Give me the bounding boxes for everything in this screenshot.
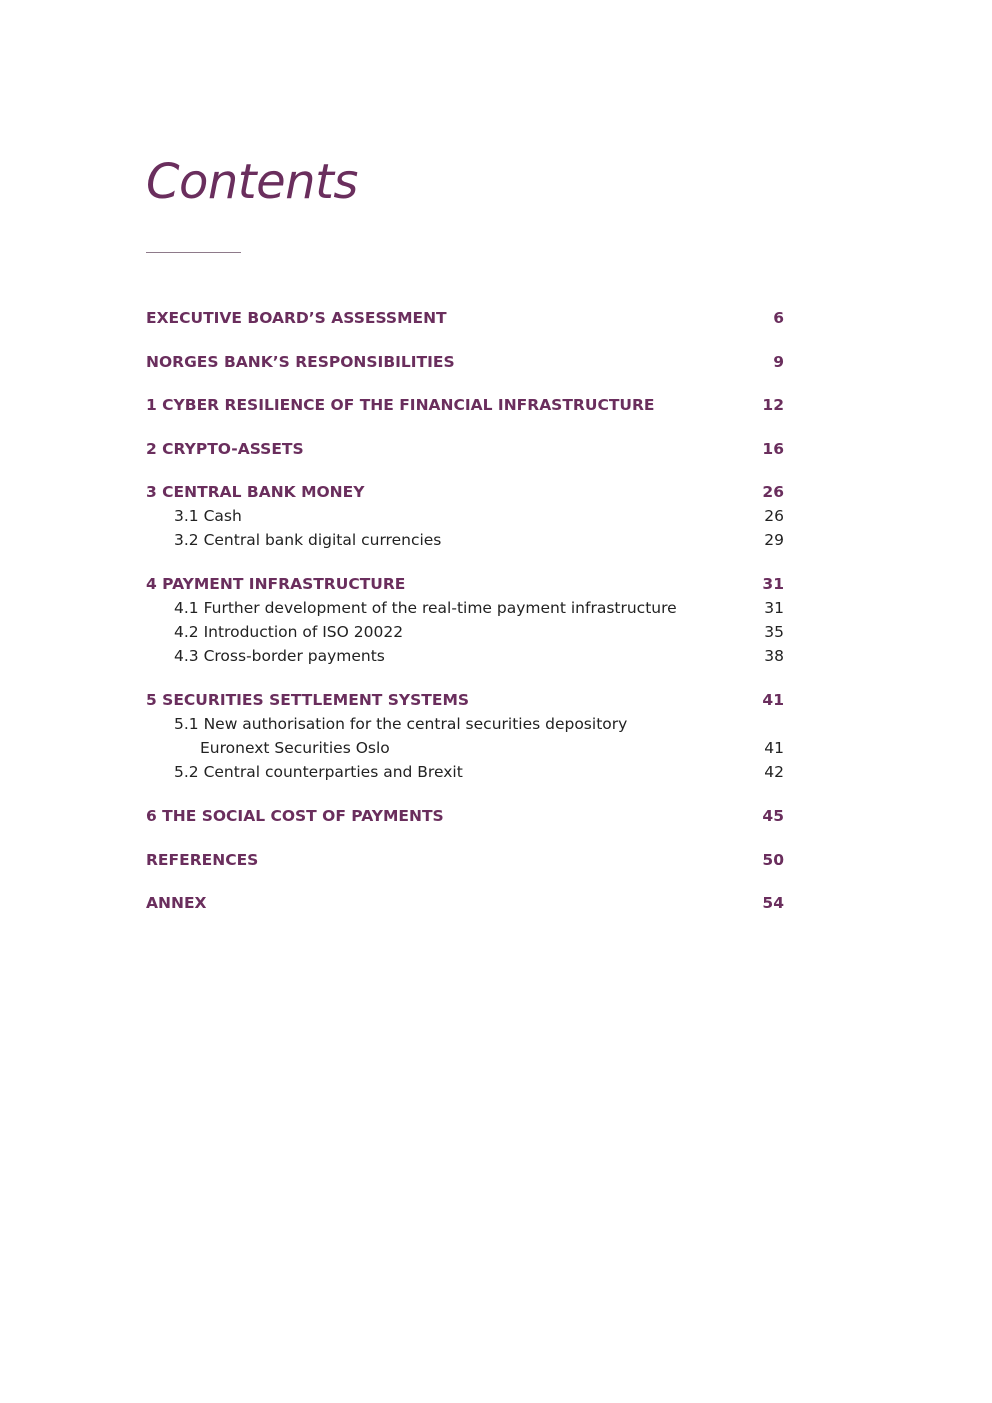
toc-entry-page: 41 [762,691,784,709]
toc-subentry-cross-border[interactable] [146,644,784,668]
toc-entry-label: Euronext Securities Oslo [200,739,390,757]
title-divider [146,252,241,253]
toc-entry-social-cost[interactable] [146,804,784,828]
toc-entry-label: 4.1 Further development of the real-time payment infrastructure [174,599,677,617]
toc-subentry-cash[interactable] [146,504,784,528]
page-title: Contents [146,154,358,210]
toc-subentry-cbdc[interactable] [146,528,784,552]
toc-entry-page: 31 [762,575,784,593]
toc-entry-page: 38 [764,647,784,665]
toc-entry-label: EXECUTIVE BOARD’S ASSESSMENT [146,309,447,327]
toc-entry-references[interactable] [146,848,784,872]
toc-entry-label: NORGES BANK’S RESPONSIBILITIES [146,352,455,371]
toc-entry-label: 2 CRYPTO-ASSETS [146,439,304,458]
toc-entry-page: 26 [764,507,784,525]
toc-entry-page: 12 [762,396,784,414]
toc-entry-central-bank-money[interactable] [146,480,784,504]
toc-entry-label: 4.3 Cross-border payments [174,647,385,665]
toc-entry-page: 35 [764,623,784,641]
toc-entry-crypto-assets[interactable] [146,437,784,461]
toc-entry-label: 5.1 New authorisation for the central securities depository [174,715,628,733]
toc-entry-label: 3 CENTRAL BANK MONEY [146,483,365,501]
toc-entry-page: 42 [764,763,784,781]
toc-entry-label: 3.2 Central bank digital currencies [174,531,442,549]
toc-entry-label: ANNEX [146,894,207,912]
toc-subentry-real-time-payment[interactable] [146,596,784,620]
toc-subentry-ccp-brexit[interactable] [146,760,784,784]
toc-entry-label: 3.1 Cash [174,507,242,525]
toc-entry-label: 1 CYBER RESILIENCE OF THE FINANCIAL INFRASTRUCTURE [146,396,655,414]
toc-entry-page: 16 [762,439,784,458]
toc-entry-page: 41 [764,739,784,757]
toc-entry-securities-settlement[interactable] [146,688,784,712]
toc-entry-label: REFERENCES [146,850,259,869]
toc-entry-cyber-resilience[interactable] [146,393,784,417]
toc-entry-page: 31 [764,599,784,617]
toc-entry-label: 5.2 Central counterparties and Brexit [174,763,463,781]
toc-entry-page: 9 [773,352,784,371]
toc-entry-page: 29 [764,531,784,549]
toc-entry-page: 50 [762,850,784,869]
toc-entry-page: 45 [762,807,784,825]
toc-entry-page: 54 [762,894,784,912]
toc-entry-page: 26 [762,483,784,501]
toc-entry-label: 4 PAYMENT INFRASTRUCTURE [146,575,406,593]
table-of-contents [146,306,784,915]
toc-entry-label: 5 SECURITIES SETTLEMENT SYSTEMS [146,691,470,709]
toc-entry-label: 4.2 Introduction of ISO 20022 [174,623,404,641]
toc-subentry-csd-authorisation-continued[interactable] [146,736,784,760]
toc-entry-page: 6 [773,309,784,327]
toc-entry-label: 6 THE SOCIAL COST OF PAYMENTS [146,807,444,825]
toc-entry-annex[interactable] [146,891,784,915]
toc-subentry-csd-authorisation[interactable] [146,712,784,736]
toc-entry-payment-infrastructure[interactable] [146,572,784,596]
toc-entry-norges-bank-responsibilities[interactable] [146,350,784,374]
toc-subentry-iso-20022[interactable] [146,620,784,644]
toc-entry-executive-board-assessment[interactable] [146,306,784,330]
